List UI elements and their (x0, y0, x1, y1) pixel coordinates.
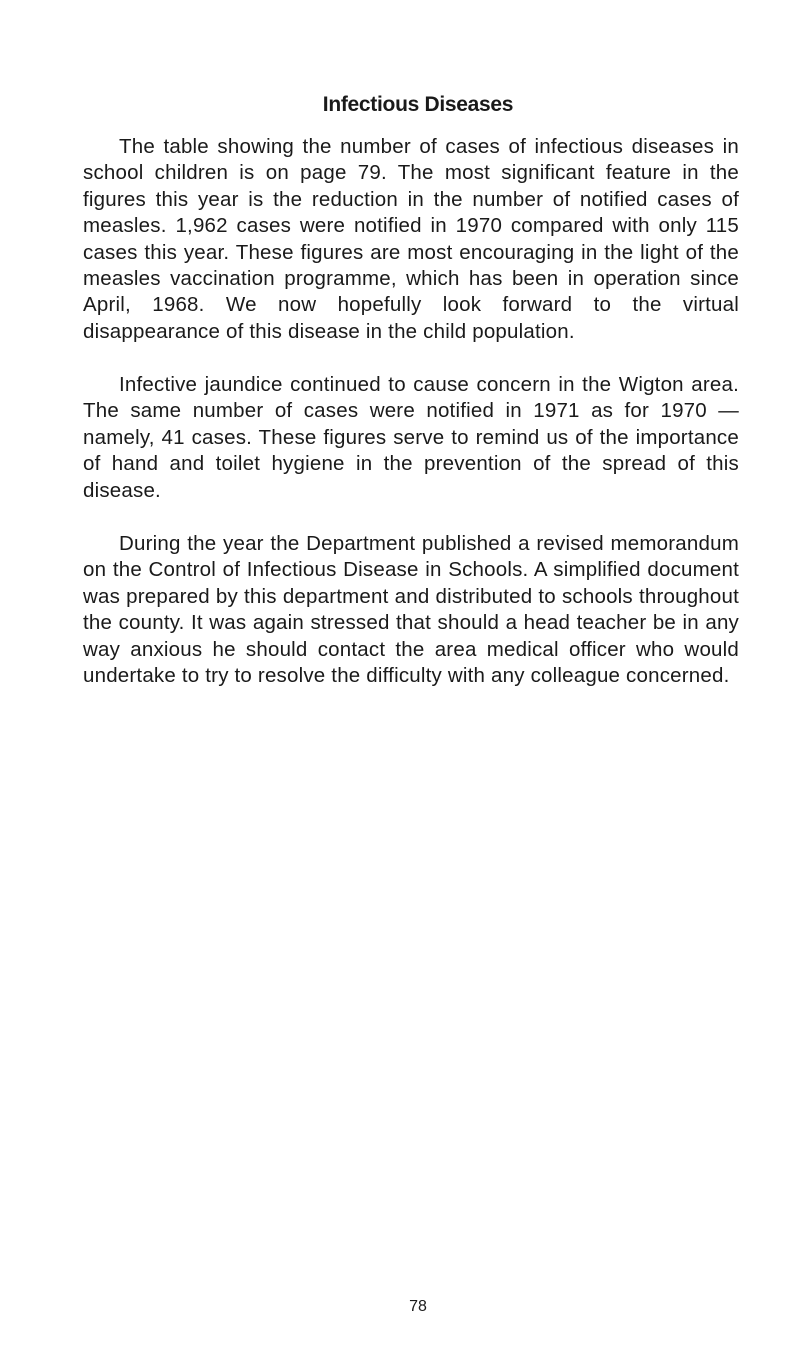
paragraph-jaundice: Infective jaundice continued to cause concern in the Wigton area. The same number of cases were notified in 1971 as for 1970 — namely, 41 cases. These figures serve to remind us of the importance of hand and toilet hygiene in the prevention of the spread of this disease. (83, 373, 739, 502)
section-heading: Infectious Diseases (322, 93, 514, 116)
paragraph-memorandum: During the year the Department published a revised memorandum on the Control of Infectious Disease in Schools. A simplified document was prepared by this department and distributed to schools throughout the county. It was again stressed that should a head teacher be in any way anxious he should contact the area medical officer who would undertake to try to resolve the difficulty with any colleague concerned. (83, 532, 739, 688)
page-number: 78 (409, 1298, 427, 1315)
paragraph-measles: The table showing the number of cases of infectious diseases in school children is on page 79. The most significant feature in the figures this year is the reduction in the number of notified cases of measles. 1,962 cases were notified in 1970 compared with only 115 cases this year. These figures are most encouraging in the light of the measles vaccination programme, which has been in operation since April, 1968. We now hopefully look forward to the virtual disappearance of this disease in the child population. (83, 135, 739, 343)
